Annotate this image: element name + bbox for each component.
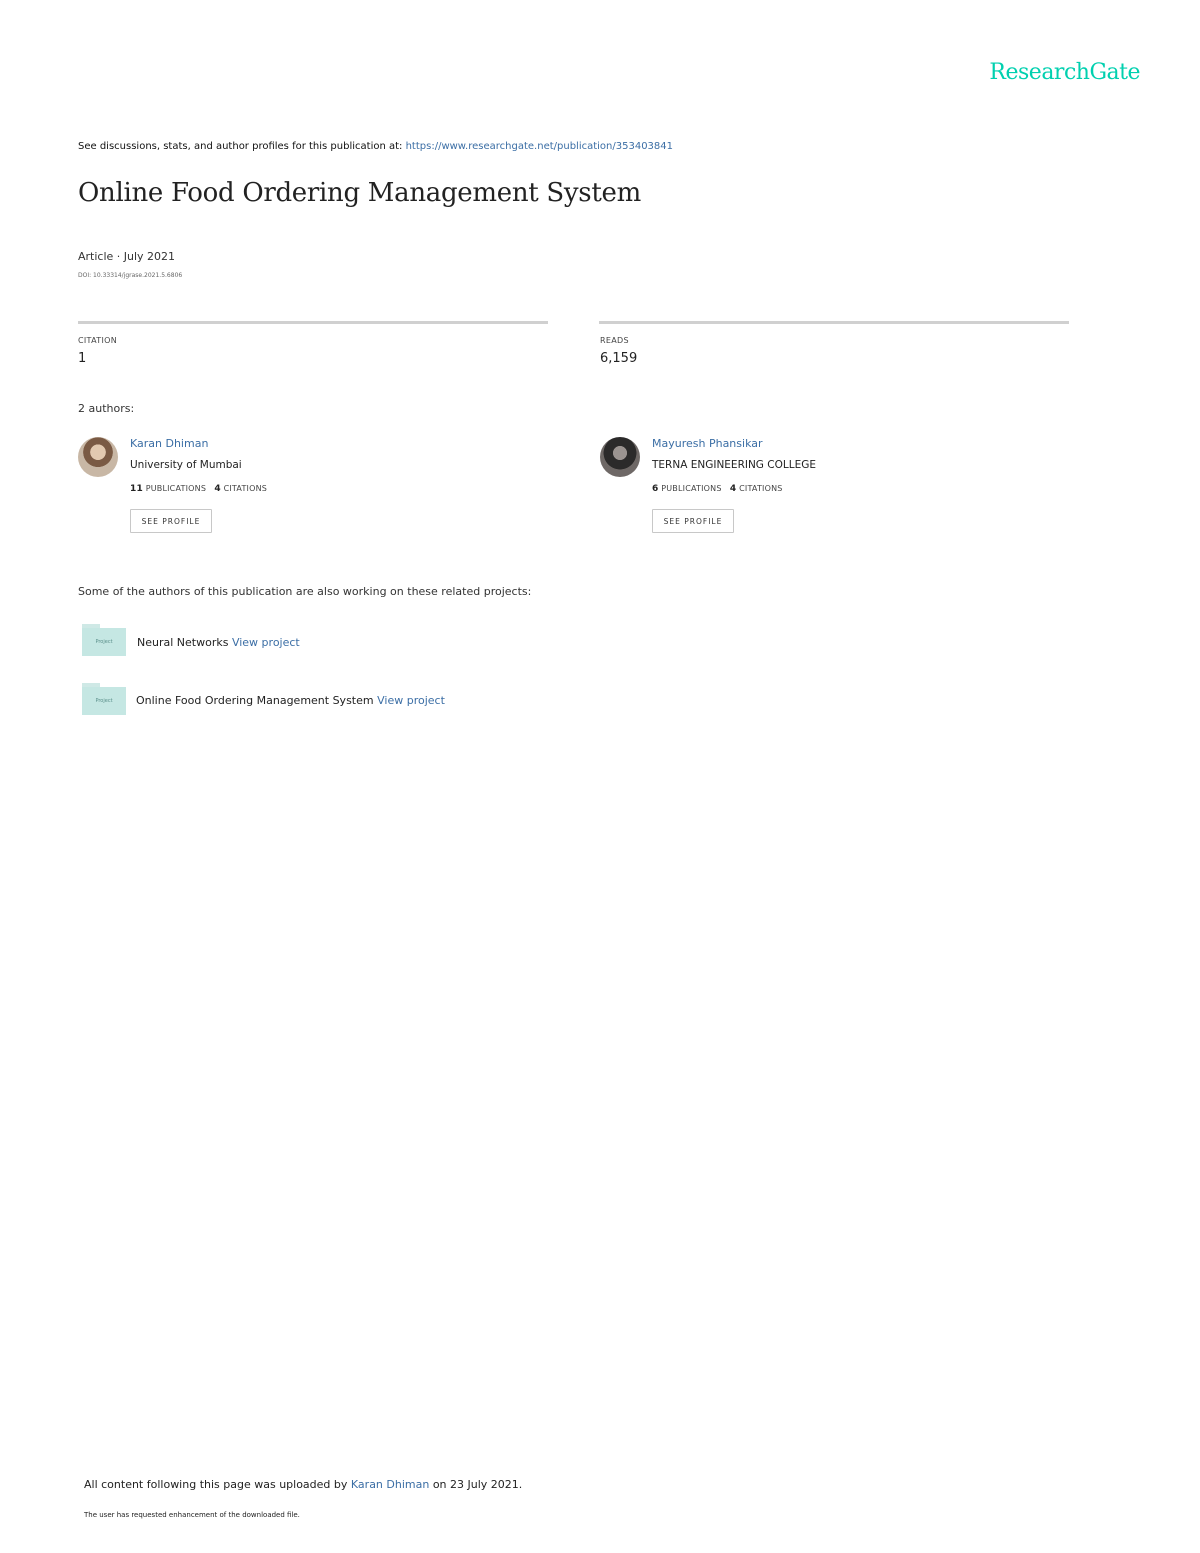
project-folder-icon	[82, 683, 126, 715]
view-project-link[interactable]: View project	[377, 694, 445, 707]
project-item-neural-networks	[137, 636, 300, 649]
folder-label: Project	[95, 698, 113, 704]
reads-count: 6,159	[600, 351, 638, 366]
publications-count: 11	[130, 484, 143, 494]
author-avatar-karan[interactable]	[78, 437, 118, 477]
author-avatar-mayuresh[interactable]	[600, 437, 640, 477]
citation-divider	[78, 321, 548, 324]
citations-count: 4	[729, 484, 737, 494]
doi-text: DOI: 10.33314/jgrase.2021.5.6806	[78, 272, 183, 279]
project-item-online-food	[136, 694, 445, 707]
project-folder-icon	[82, 624, 126, 656]
citation-count: 1	[78, 351, 87, 366]
citation-label: CITATION	[78, 336, 117, 345]
publication-source-line	[78, 141, 673, 152]
author-stats-mayuresh	[652, 484, 783, 494]
enhancement-note: The user has requested enhancement of the downloaded file.	[84, 1511, 300, 1519]
author-institution-karan: University of Mumbai	[130, 459, 242, 471]
citations-count: 4	[214, 484, 221, 494]
related-projects-label: Some of the authors of this publication are also working on these related projects:	[78, 585, 532, 598]
publications-label: PUBLICATIONS	[661, 484, 722, 493]
reads-divider	[599, 321, 1069, 324]
publications-count: 6	[652, 484, 659, 494]
project-name: Neural Networks	[137, 636, 229, 649]
view-project-link[interactable]: View project	[231, 636, 300, 649]
author-stats-karan	[130, 484, 267, 494]
citations-label: CITATIONS	[223, 484, 268, 493]
page-title: Online Food Ordering Management System	[78, 178, 641, 208]
see-profile-button-mayuresh[interactable]: SEE PROFILE	[652, 509, 734, 533]
see-profile-button-karan[interactable]: SEE PROFILE	[130, 509, 212, 533]
publication-url-link[interactable]: https://www.researchgate.net/publication/353403841	[405, 141, 674, 152]
article-meta: Article · July 2021	[78, 250, 176, 263]
project-name: Online Food Ordering Management System	[136, 694, 374, 707]
author-name-karan[interactable]: Karan Dhiman	[130, 437, 209, 450]
upload-prefix: All content following this page was uploaded by	[84, 1478, 348, 1491]
publications-label: PUBLICATIONS	[145, 484, 207, 493]
see-discussions-text: See discussions, stats, and author profiles for this publication at:	[78, 141, 403, 152]
reads-label: READS	[600, 336, 629, 345]
citations-label: CITATIONS	[739, 484, 783, 493]
authors-count-label: 2 authors:	[78, 402, 135, 415]
folder-label: Project	[95, 639, 113, 645]
upload-note	[84, 1478, 522, 1491]
upload-suffix: on 23 July 2021.	[432, 1478, 523, 1491]
author-name-mayuresh[interactable]: Mayuresh Phansikar	[652, 437, 763, 450]
author-institution-mayuresh: TERNA ENGINEERING COLLEGE	[652, 459, 816, 471]
uploader-link[interactable]: Karan Dhiman	[350, 1478, 430, 1491]
researchgate-logo[interactable]: ResearchGate	[989, 60, 1140, 85]
